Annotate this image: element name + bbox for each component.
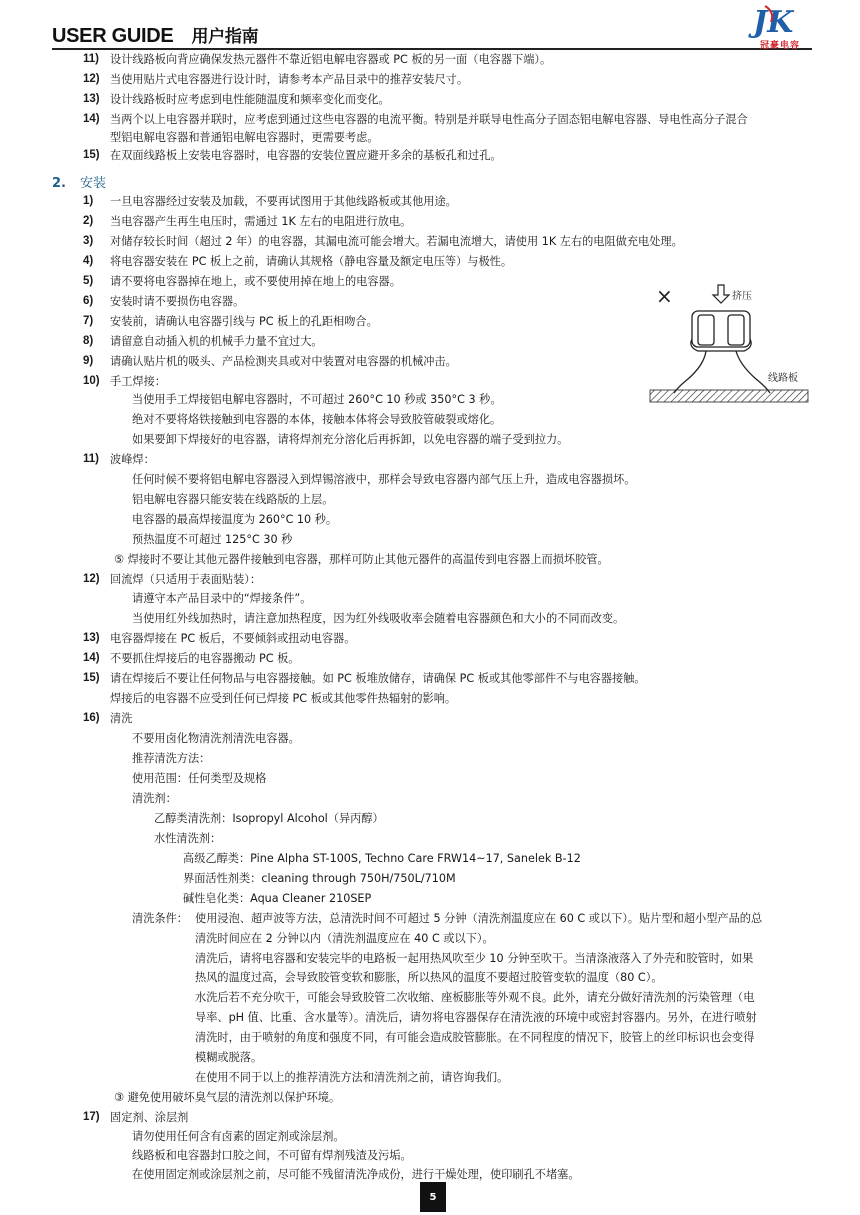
list-item-text: 安装前，请确认电容器引线与 PC 板上的孔距相吻合。 bbox=[110, 315, 378, 329]
paragraph-line: 线路板和电容器封口胶之间，不可留有焊剂残渣及污垢。 bbox=[132, 1149, 412, 1163]
paragraph-line: 铝电解电容器只能安装在线路版的上层。 bbox=[132, 492, 334, 506]
paragraph-line: 在使用固定剂或涂层剂之前，尽可能不残留清洗净成份，进行干燥处理，使印刷孔不堵塞。 bbox=[132, 1168, 580, 1182]
item-number: 2) bbox=[83, 215, 94, 228]
item-number: 1) bbox=[83, 194, 94, 207]
pcb-board bbox=[650, 390, 808, 402]
item-number: 15) bbox=[83, 148, 100, 161]
list-item-text: 请确认贴片机的吸头、产品检测夹具或对中装置对电容器的机械冲击。 bbox=[110, 355, 457, 369]
list-item-text: 一旦电容器经过安装及加载，不要再试图用于其他线路板或其他用途。 bbox=[110, 194, 457, 208]
section-title: 安装 bbox=[79, 175, 106, 191]
paragraph-line: 水洗后若不充分吹干，可能会导致胶管二次收缩、座板膨胀等外观不良。此外，请充分做好清洗剂的污染管理（电 bbox=[195, 991, 755, 1005]
item-number: 13) bbox=[83, 632, 100, 645]
paragraph-line: 当使用手工焊接铝电解电容器时，不可超过 260°C 10 秒或 350°C 3 秒。 bbox=[132, 393, 502, 407]
paragraph-line: 高级乙醇类：Pine Alpha ST-100S, Techno Care FRW14~17, Sanelek B-12 bbox=[183, 851, 581, 865]
paragraph-line: 任何时候不要将铝电解电容器浸入到焊锡溶液中，那样会导致电容器内部气压上升，造成电容器损坏。 bbox=[132, 472, 636, 486]
list-item-text: 不要抓住焊接后的电容器搬动 PC 板。 bbox=[110, 652, 300, 666]
item-number: 13) bbox=[83, 92, 100, 105]
header-title-en: USER GUIDE bbox=[52, 25, 174, 47]
item-number: 16) bbox=[83, 712, 100, 725]
item-number: 12) bbox=[83, 572, 100, 585]
down-arrow-icon bbox=[713, 285, 729, 303]
paragraph-line: 清洗剂： bbox=[132, 791, 177, 805]
paragraph-line: 导率、pH 值、比重、含水量等）。清洗后，请勿将电容器保存在清洗液的环境中或密封容器内。另外，在进行喷射 bbox=[195, 1011, 757, 1025]
list-item-text: 设计线路板向背应确保发热元器件不靠近铝电解电容器或 PC 板的另一面（电容器下端）。 bbox=[110, 53, 552, 66]
item-number: 14) bbox=[83, 652, 100, 665]
page-number: 5 bbox=[420, 1182, 446, 1212]
list-item-text: 当电容器产生再生电压时，需通过 1K 左右的电阻进行放电。 bbox=[110, 215, 412, 229]
item-number: 17) bbox=[83, 1111, 100, 1124]
note-line: ⑤ 焊接时不要让其他元器件接触到电容器，那样可防止其他元器件的高温传到电容器上而损坏胶管。 bbox=[114, 552, 609, 566]
list-item-title: 回流焊（只适用于表面贴装）： bbox=[110, 572, 262, 586]
board-label: 线路板 bbox=[768, 373, 798, 384]
item-number: 8) bbox=[83, 335, 94, 348]
list-item-text: 焊接后的电容器不应受到任何已焊接 PC 板或其他零件热辐射的影响。 bbox=[110, 692, 457, 706]
item-number: 3) bbox=[83, 235, 94, 248]
paragraph-line: 请遵守本产品目录中的“焊接条件”。 bbox=[132, 592, 312, 606]
list-item-text: 当使用贴片式电容器进行设计时，请参考本产品目录中的推荐安装尺寸。 bbox=[110, 72, 469, 86]
list-item-text: 在双面线路板上安装电容器时，电容器的安装位置应避开多余的基板孔和过孔。 bbox=[110, 148, 502, 162]
paragraph-line: 绝对不要将烙铁接触到电容器的本体，接触本体将会导致胶管破裂或熔化。 bbox=[132, 412, 502, 426]
list-item-text: 型铝电解电容器和普通铝电解电容器时，更需要考虑。 bbox=[110, 130, 379, 144]
item-number: 15) bbox=[83, 672, 100, 685]
paragraph-line: 请勿使用任何含有卤素的固定剂或涂层剂。 bbox=[132, 1130, 345, 1144]
section-heading bbox=[52, 172, 106, 191]
list-item-title: 清洗 bbox=[110, 712, 133, 726]
section-number: 2. bbox=[52, 175, 66, 191]
list-item-text: 请留意自动插入机的机械手力量不宜过大。 bbox=[110, 335, 323, 349]
page-header-title bbox=[52, 22, 258, 48]
list-item-title: 波峰焊： bbox=[110, 452, 155, 466]
paragraph-line: 在使用不同于以上的推荐清洗方法和清洗剂之前，请咨询我们。 bbox=[195, 1071, 509, 1085]
paragraph-line: 使用范围：任何类型及规格 bbox=[132, 772, 267, 785]
capacitor-icon bbox=[674, 311, 770, 393]
paragraph-line: 预热温度不可超过 125°C 30 秒 bbox=[132, 532, 293, 546]
list-item-text: 安装时请不要损伤电容器。 bbox=[110, 295, 245, 309]
paragraph-line: 当使用红外线加热时，请注意加热程度，因为红外线吸收率会随着电容器颜色和大小的不同而改变。 bbox=[132, 612, 625, 626]
item-number: 4) bbox=[83, 255, 94, 268]
cross-icon: × bbox=[656, 284, 673, 308]
list-item-text: 当两个以上电容器并联时，应考虑到通过这些电容器的电流平衡。特别是并联导电性高分子固态铝电解电容器、导电性高分子混合 bbox=[110, 112, 748, 126]
item-number: 12) bbox=[83, 72, 100, 85]
paragraph-line: 推荐清洗方法： bbox=[132, 752, 211, 766]
paragraph-line: 电容器的最高焊接温度为 260°C 10 秒。 bbox=[132, 512, 338, 526]
list-item-text: 请不要将电容器掉在地上，或不要使用掉在地上的电容器。 bbox=[110, 275, 401, 289]
paragraph-line: 水性清洗剂： bbox=[154, 831, 222, 845]
paragraph-line: 如果要卸下焊接好的电容器，请将焊剂充分溶化后再拆卸，以免电容器的端子受到拉力。 bbox=[132, 432, 569, 446]
list-item-text: 请在焊接后不要让任何物品与电容器接触。如 PC 板堆放储存，请确保 PC 板或其他零部件不与电容器接触。 bbox=[110, 672, 646, 686]
paragraph-line: 界面活性剂类：cleaning through 750H/750L/710M bbox=[183, 871, 456, 885]
item-number: 10) bbox=[83, 374, 100, 387]
logo-text: 冠豪电容 bbox=[760, 41, 801, 51]
item-number: 14) bbox=[83, 112, 100, 125]
press-warning-figure bbox=[648, 283, 810, 405]
note-line: ③ 避免使用破坏臭气层的清洗剂以保护环境。 bbox=[114, 1091, 341, 1105]
item-number: 7) bbox=[83, 315, 94, 328]
item-number: 11) bbox=[83, 53, 99, 65]
paragraph-line: 使用浸泡、超声波等方法，总清洗时间不可超过 5 分钟（清洗剂温度应在 60 C 或以下）。贴片型和超小型产品的总 bbox=[195, 911, 763, 925]
list-item-text: 手工焊接： bbox=[110, 374, 166, 388]
list-item-text: 设计线路板时应考虑到电性能随温度和频率变化而变化。 bbox=[110, 92, 390, 106]
item-number: 5) bbox=[83, 275, 94, 288]
paragraph-line: 清洗后，请将电容器和安装完毕的电路板一起用热风吹至少 10 分钟至吹干。当清涤液落入了外壳和胶管时，如果 bbox=[195, 951, 754, 965]
list-item-text: 电容器焊接在 PC 板后，不要倾斜或扭动电容器。 bbox=[110, 632, 356, 646]
header-title-cn: 用户指南 bbox=[191, 27, 259, 47]
paragraph-line: 清洗时，由于喷射的角度和强度不同，有可能会造成胶管膨胀。在不同程度的情况下，胶管上的丝印标识也会变得 bbox=[195, 1031, 755, 1045]
list-item-text: 对储存较长时间（超过 2 年）的电容器，其漏电流可能会增大。若漏电流增大，请使用 1K 左右的电阻做充电处理。 bbox=[110, 235, 683, 249]
logo-letters: JK bbox=[753, 5, 794, 40]
item-number: 11) bbox=[83, 452, 99, 465]
paragraph-line: 清洗时间应在 2 分钟以内（清洗剂温度应在 40 C 或以下）。 bbox=[195, 931, 494, 945]
list-item-title: 固定剂、涂层剂 bbox=[110, 1111, 189, 1125]
item-number: 6) bbox=[83, 295, 94, 308]
paragraph-line: 碱性皂化类：Aqua Cleaner 210SEP bbox=[183, 891, 372, 905]
list-item-text: 将电容器安装在 PC 板上之前，请确认其规格（静电容量及额定电压等）与极性。 bbox=[110, 255, 513, 269]
paragraph-line: 不要用卤化物清洗剂清洗电容器。 bbox=[132, 732, 300, 746]
paragraph-line: 乙醇类清洗剂：Isopropyl Alcohol（异丙醇） bbox=[154, 811, 384, 825]
item-number: 9) bbox=[83, 355, 94, 368]
paragraph-line: 模糊或脱落。 bbox=[195, 1051, 263, 1065]
press-label: 挤压 bbox=[732, 291, 752, 302]
paragraph-line: 热风的温度过高，会导致胶管变软和膨胀，所以热风的温度不要超过胶管变软的温度（80 C）。 bbox=[195, 971, 663, 985]
paragraph-line: 清洗条件： bbox=[132, 911, 188, 925]
